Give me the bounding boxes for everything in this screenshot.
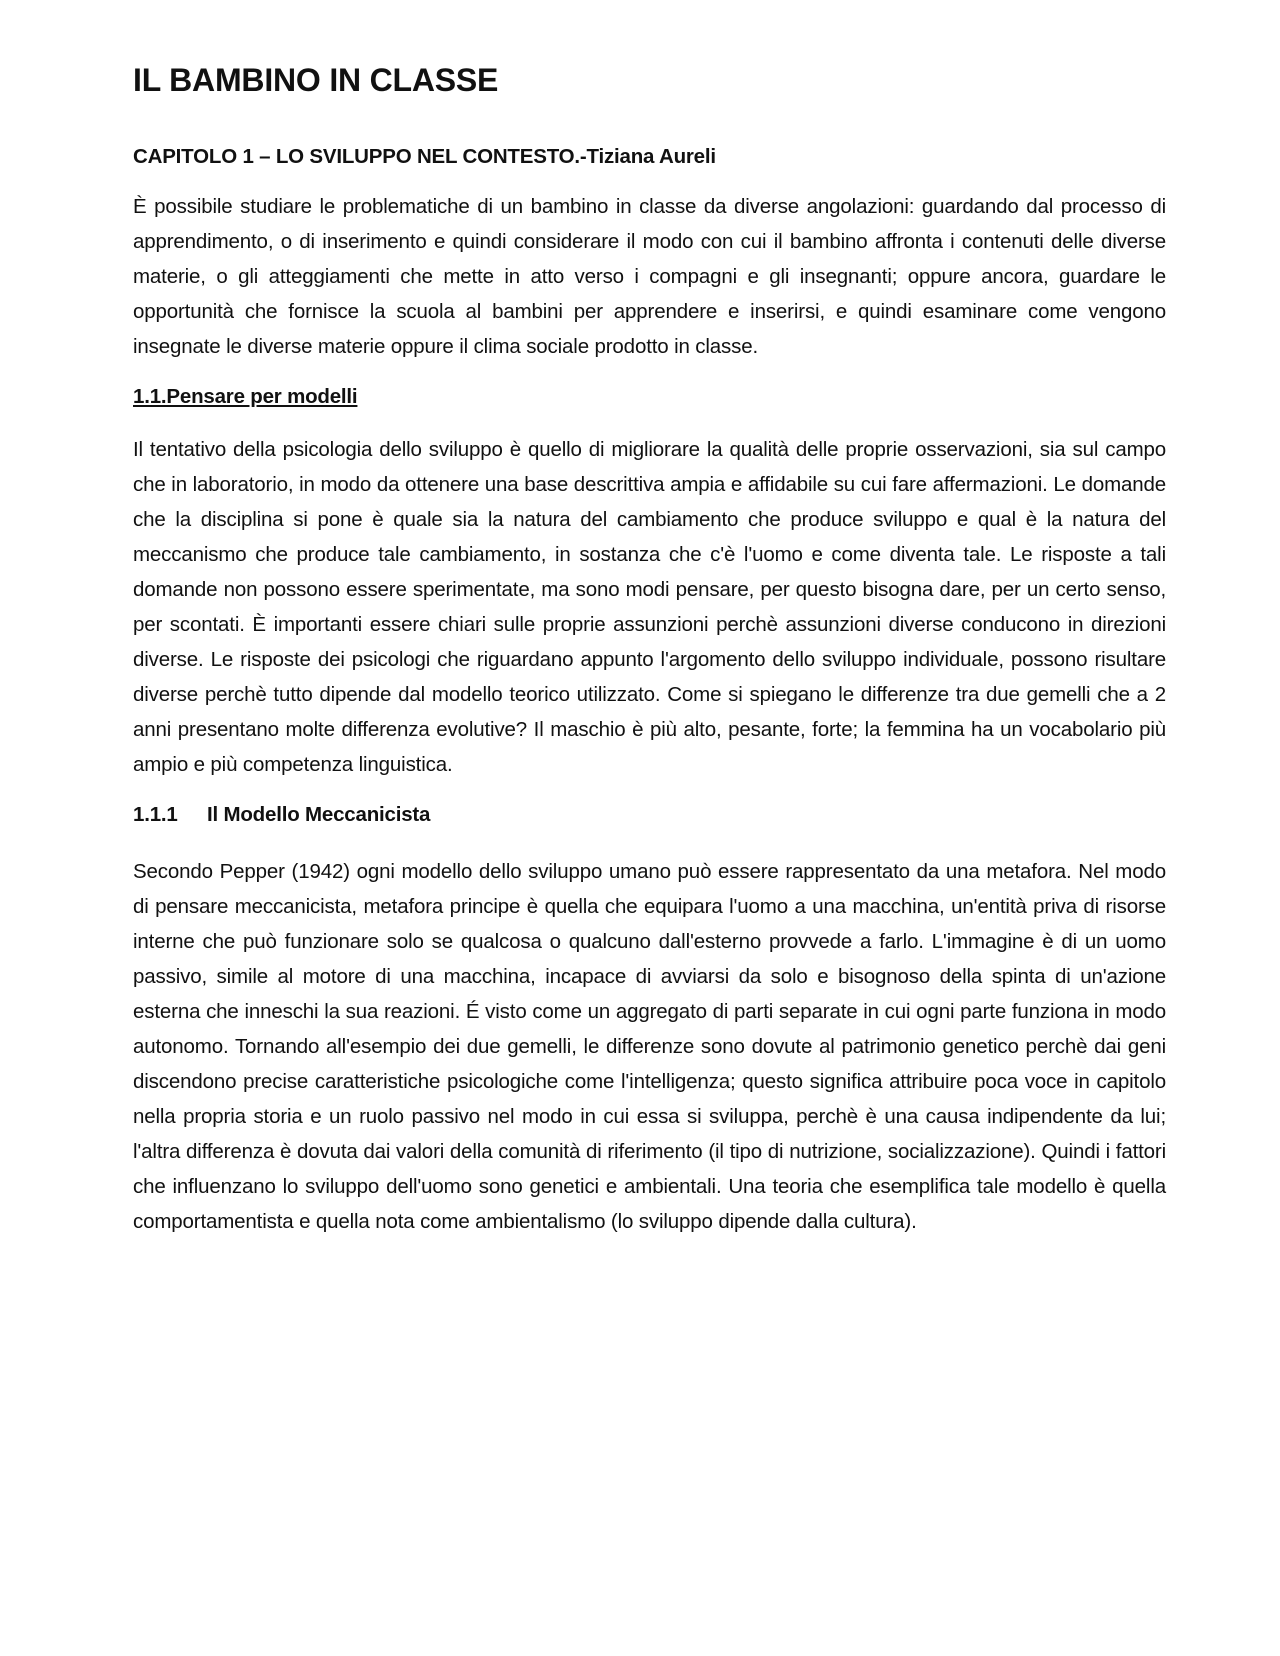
section-1-1-paragraph: Il tentativo della psicologia dello sviluppo è quello di migliorare la qualità delle proprie osservazioni, sia sul campo che in laboratorio, in modo da ottenere una base descrittiva ampia e affidabile su cui fare affermazioni. Le domande che la disciplina si pone è quale sia la natura del cambiamento che produce sviluppo e qual è la natura del meccanismo che produce tale cambiamento, in sostanza che c'è l'uomo e come diventa tale. Le risposte a tali domande non possono essere sperimentate, ma sono modi pensare, per questo bisogna dare, per un certo senso, per scontati. È importanti essere chiari sulle proprie assunzioni perchè assunzioni diverse conducono in direzioni diverse. Le risposte dei psicologi che riguardano appunto l'argomento dello sviluppo individuale, possono risultare diverse perchè tutto dipende dal modello teorico utilizzato. Come si spiegano le differenze tra due gemelli che a 2 anni presentano molte differenza evolutive? Il maschio è più alto, pesante, forte; la femmina ha un vocabolario più ampio e più competenza linguistica. xyxy=(133,438,1166,776)
subsection-heading-1-1-1 xyxy=(133,798,1166,832)
document-title: IL BAMBINO IN CLASSE xyxy=(133,62,499,98)
section-1-1-1-paragraph: Secondo Pepper (1942) ogni modello dello sviluppo umano può essere rappresentato da una metafora. Nel modo di pensare meccanicista, metafora principe è quella che equipara l'uomo a una macchina, un'entità priva di risorse interne che può funzionare solo se qualcosa o qualcuno dall'esterno provvede a farlo. L'immagine è di un uomo passivo, simile al motore di una macchina, incapace di avviarsi da solo e bisognoso della spinta di un'azione esterna che inneschi la sua reazioni. É visto come un aggregato di parti separate in cui ogni parte funziona in modo autonomo. Tornando all'esempio dei due gemelli, le differenze sono dovute al patrimonio genetico perchè dai geni discendono precise caratteristiche psicologiche come l'intelligenza; questo significa attribuire poca voce in capitolo nella propria storia e un ruolo passivo nel modo in cui essa si sviluppa, perchè è una causa indipendente da lui; l'altra differenza è dovuta dai valori della comunità di riferimento (il tipo di nutrizione, socializzazione). Quindi i fattori che influenzano lo sviluppo dell'uomo sono genetici e ambientali. Una teoria che esemplifica tale modello è quella comportamentista e quella nota come ambientalismo (lo sviluppo dipende dalla cultura). xyxy=(133,860,1166,1233)
subsection-title: Il Modello Meccanicista xyxy=(207,803,431,826)
intro-paragraph: È possibile studiare le problematiche di un bambino in classe da diverse angolazioni: guardando dal processo di apprendimento, o di inserimento e quindi considerare il modo con cui il bambino affronta i contenuti delle diverse materie, o gli atteggiamenti che mette in atto verso i compagni e gli insegnanti; oppure ancora, guardare le opportunità che fornisce la scuola al bambini per apprendere e inserirsi, e quindi esaminare come vengono insegnate le diverse materie oppure il clima sociale prodotto in classe. xyxy=(133,195,1166,358)
chapter-title: CAPITOLO 1 – LO SVILUPPO NEL CONTESTO.-Tiziana Aureli xyxy=(133,145,716,168)
section-heading-1-1: 1.1.Pensare per modelli xyxy=(133,385,358,408)
subsection-number: 1.1.1 xyxy=(133,803,178,826)
document-page xyxy=(133,56,1166,1255)
